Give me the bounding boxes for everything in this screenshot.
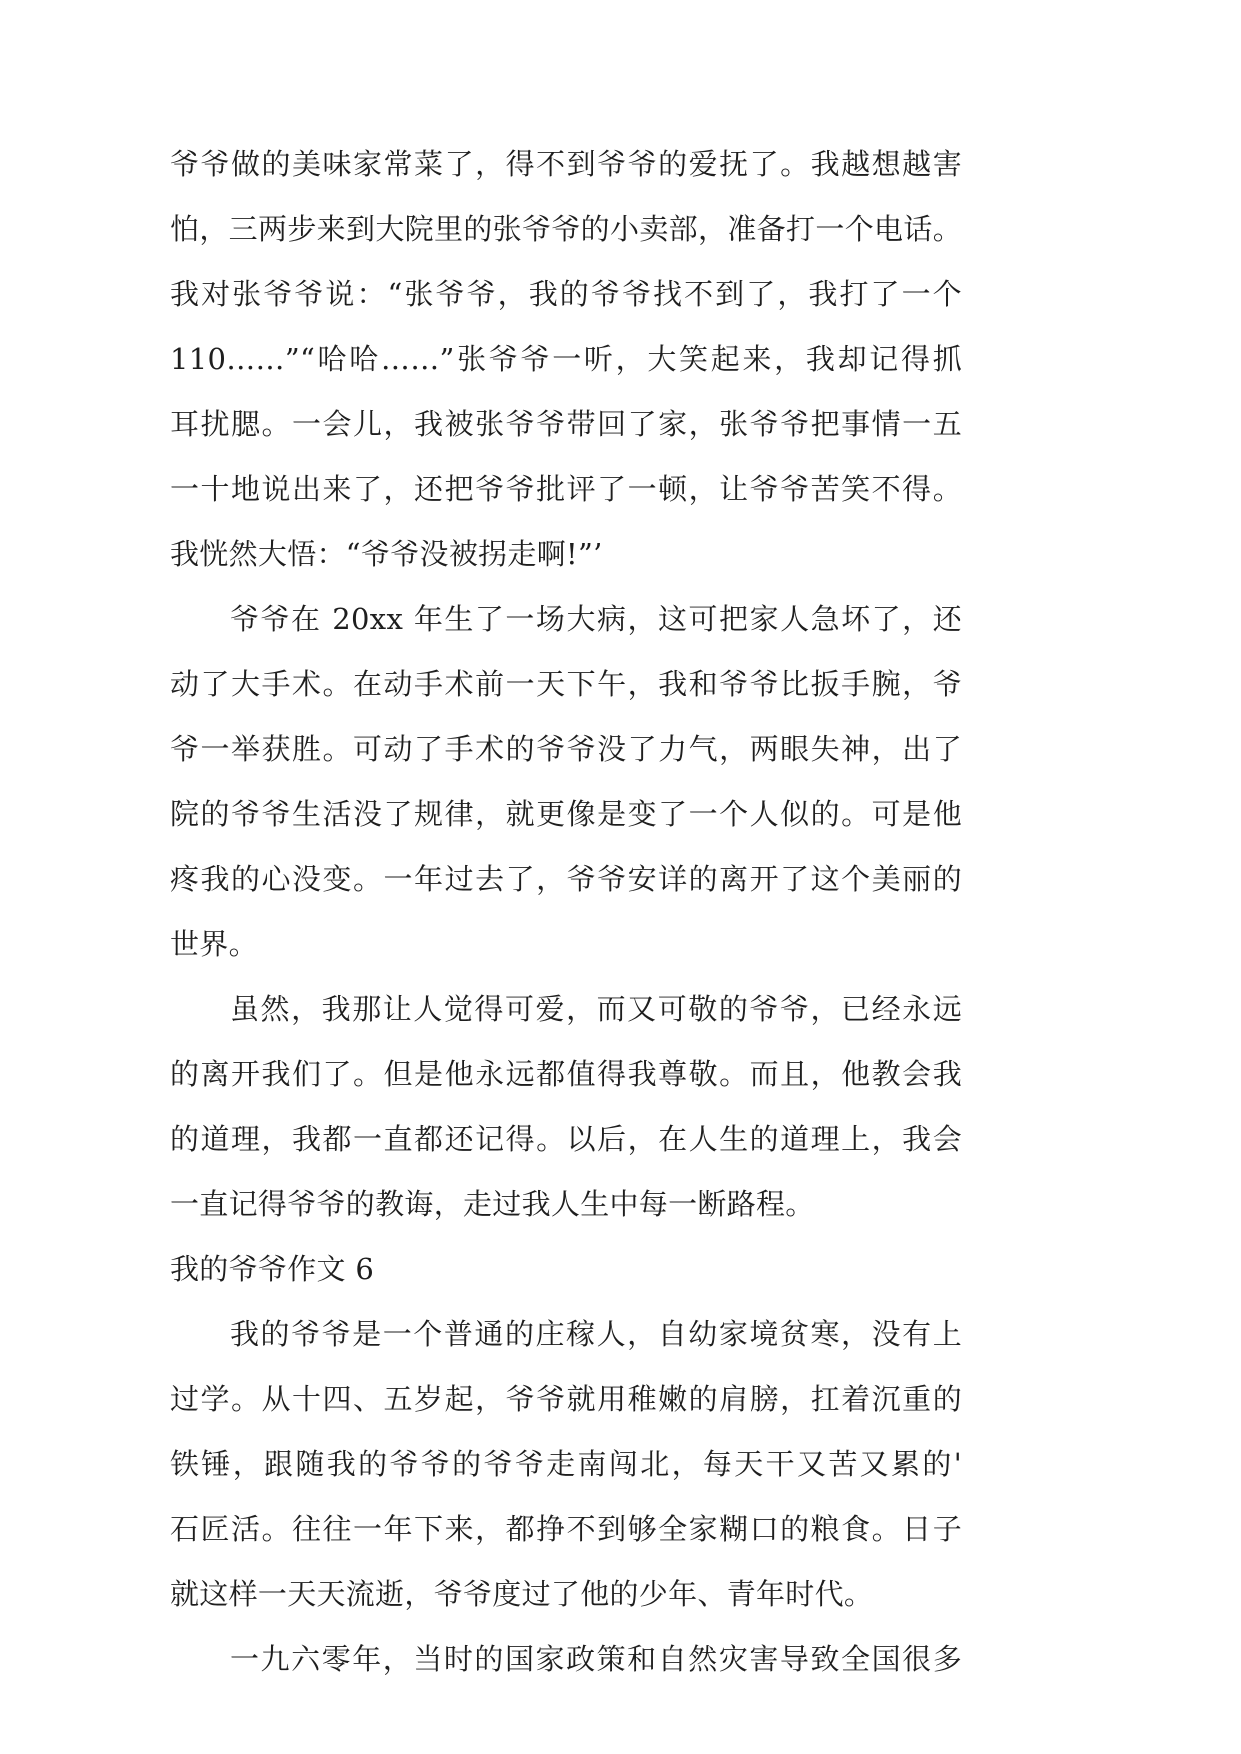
- document-body: [170, 132, 962, 1692]
- text-line: 过学。从十四、五岁起，爷爷就用稚嫩的肩膀，扛着沉重的: [170, 1382, 962, 1416]
- text-line: 一十地说出来了，还把爷爷批评了一顿，让爷爷苦笑不得。: [170, 472, 962, 506]
- text-line: 的离开我们了。但是他永远都值得我尊敬。而且，他教会我: [170, 1057, 962, 1091]
- text-line: 疼我的心没变。一年过去了，爷爷安详的离开了这个美丽的: [170, 862, 962, 896]
- text-line: 我的爷爷是一个普通的庄稼人，自幼家境贫寒，没有上: [230, 1317, 962, 1351]
- text-line: 虽然，我那让人觉得可爱，而又可敬的爷爷，已经永远: [230, 992, 962, 1026]
- section-heading: 我的爷爷作文 6: [170, 1252, 375, 1286]
- text-line: 110……”“哈哈……”张爷爷一听，大笑起来，我却记得抓: [170, 342, 962, 376]
- text-line: 怕，三两步来到大院里的张爷爷的小卖部，准备打一个电话。: [170, 212, 962, 246]
- text-line: 我对张爷爷说：“张爷爷，我的爷爷找不到了，我打了一个: [170, 277, 962, 311]
- text-line: 一直记得爷爷的教诲，走过我人生中每一断路程。: [170, 1187, 815, 1221]
- text-line: 的道理，我都一直都还记得。以后，在人生的道理上，我会: [170, 1122, 962, 1156]
- text-line: 耳扰腮。一会儿，我被张爷爷带回了家，张爷爷把事情一五: [170, 407, 962, 441]
- text-line: 爷一举获胜。可动了手术的爷爷没了力气，两眼失神，出了: [170, 732, 962, 766]
- text-line: 我恍然大悟：“爷爷没被拐走啊!”’: [170, 537, 603, 571]
- text-line: 世界。: [170, 927, 258, 961]
- text-line: 铁锤，跟随我的爷爷的爷爷走南闯北，每天干又苦又累的': [170, 1447, 962, 1481]
- text-line: 一九六零年，当时的国家政策和自然灾害导致全国很多: [230, 1642, 962, 1676]
- text-line: 院的爷爷生活没了规律，就更像是变了一个人似的。可是他: [170, 797, 962, 831]
- text-line: 爷爷在 20xx 年生了一场大病，这可把家人急坏了，还: [230, 602, 962, 636]
- text-line: 爷爷做的美味家常菜了，得不到爷爷的爱抚了。我越想越害: [170, 147, 962, 181]
- text-line: 就这样一天天流逝，爷爷度过了他的少年、青年时代。: [170, 1577, 874, 1611]
- text-line: 石匠活。往往一年下来，都挣不到够全家糊口的粮食。日子: [170, 1512, 962, 1546]
- text-line: 动了大手术。在动手术前一天下午，我和爷爷比扳手腕，爷: [170, 667, 962, 701]
